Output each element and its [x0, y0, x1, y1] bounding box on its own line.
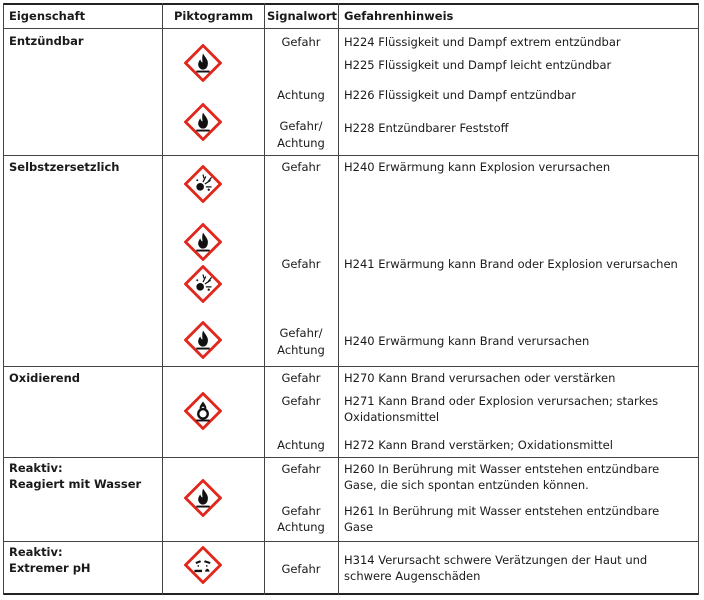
col-divider — [162, 3, 163, 595]
hazard-statement: H240 Erwärmung kann Brand verursachen — [344, 334, 590, 348]
hazard-statement: schwere Augenschäden — [344, 569, 481, 583]
hazard-statement: H260 In Berührung mit Wasser entstehen entzündbare — [344, 462, 660, 476]
col-divider — [698, 3, 699, 595]
property-label: Reagiert mit Wasser — [9, 477, 142, 491]
hazard-statement: H272 Kann Brand verstärken; Oxidationsmittel — [344, 438, 613, 452]
exploding-bomb-icon — [184, 165, 222, 203]
signal-word: Gefahr — [281, 257, 321, 271]
flame-over-circle-icon — [184, 392, 222, 430]
hazard-statement: H270 Kann Brand verursachen oder verstärken — [344, 371, 616, 385]
hazard-statement: Gase — [344, 520, 374, 534]
table-bottom-rule — [3, 593, 699, 595]
property-label: Entzündbar — [9, 34, 84, 48]
header-signalwort: Signalwort — [267, 9, 338, 23]
col-divider — [338, 3, 339, 595]
hazard-statement: H314 Verursacht schwere Verätzungen der Haut und — [344, 553, 648, 567]
header-rule — [3, 28, 699, 29]
flame-icon — [184, 223, 222, 261]
property-label: Reaktiv: — [9, 461, 63, 475]
signal-word: Achtung — [277, 438, 325, 452]
property-label: Extremer pH — [9, 561, 91, 575]
property-label: Selbstzersetzlich — [9, 160, 120, 174]
signal-word: Gefahr/ — [279, 119, 323, 133]
header-eigenschaft: Eigenschaft — [9, 9, 86, 23]
signal-word: Gefahr/ — [279, 326, 323, 340]
hazard-statement: H271 Kann Brand oder Explosion verursachen; starkes — [344, 394, 659, 408]
hazard-statement: H225 Flüssigkeit und Dampf leicht entzündbar — [344, 58, 612, 72]
row-divider — [3, 541, 699, 542]
signal-word: Achtung — [277, 343, 325, 357]
hazard-statement: H240 Erwärmung kann Explosion verursachen — [344, 160, 611, 174]
hazard-statement: H261 In Berührung mit Wasser entstehen entzündbare — [344, 504, 660, 518]
hazard-table — [3, 3, 699, 595]
hazard-statement: H241 Erwärmung kann Brand oder Explosion verursachen — [344, 257, 678, 271]
row-divider — [3, 155, 699, 156]
corrosion-icon — [184, 546, 222, 584]
signal-word: Achtung — [277, 136, 325, 150]
property-label: Reaktiv: — [9, 545, 63, 559]
signal-word: Gefahr — [281, 462, 321, 476]
signal-word: Gefahr — [281, 160, 321, 174]
flame-icon — [184, 44, 222, 82]
flame-icon — [184, 321, 222, 359]
hazard-statement: H224 Flüssigkeit und Dampf extrem entzündbar — [344, 35, 621, 49]
row-divider — [3, 457, 699, 458]
hazard-statement: H226 Flüssigkeit und Dampf entzündbar — [344, 88, 577, 102]
signal-word: Achtung — [277, 520, 325, 534]
signal-word: Achtung — [277, 88, 325, 102]
signal-word: Gefahr — [281, 371, 321, 385]
signal-word: Gefahr — [281, 562, 321, 576]
hazard-statement: Gase, die sich spontan entzünden können. — [344, 478, 589, 492]
header-piktogramm: Piktogramm — [174, 9, 254, 23]
signal-word: Gefahr — [281, 504, 321, 518]
col-divider — [3, 3, 4, 595]
hazard-statement: H228 Entzündbarer Feststoff — [344, 121, 509, 135]
header-gefahrenhinweis: Gefahrenhinweis — [344, 9, 454, 23]
flame-icon — [184, 103, 222, 141]
row-divider — [3, 366, 699, 367]
signal-word: Gefahr — [281, 394, 321, 408]
signal-word: Gefahr — [281, 35, 321, 49]
flame-icon — [184, 479, 222, 517]
table-top-rule — [3, 3, 699, 5]
hazard-statement: Oxidationsmittel — [344, 410, 440, 424]
property-label: Oxidierend — [9, 371, 80, 385]
exploding-bomb-icon — [184, 265, 222, 303]
